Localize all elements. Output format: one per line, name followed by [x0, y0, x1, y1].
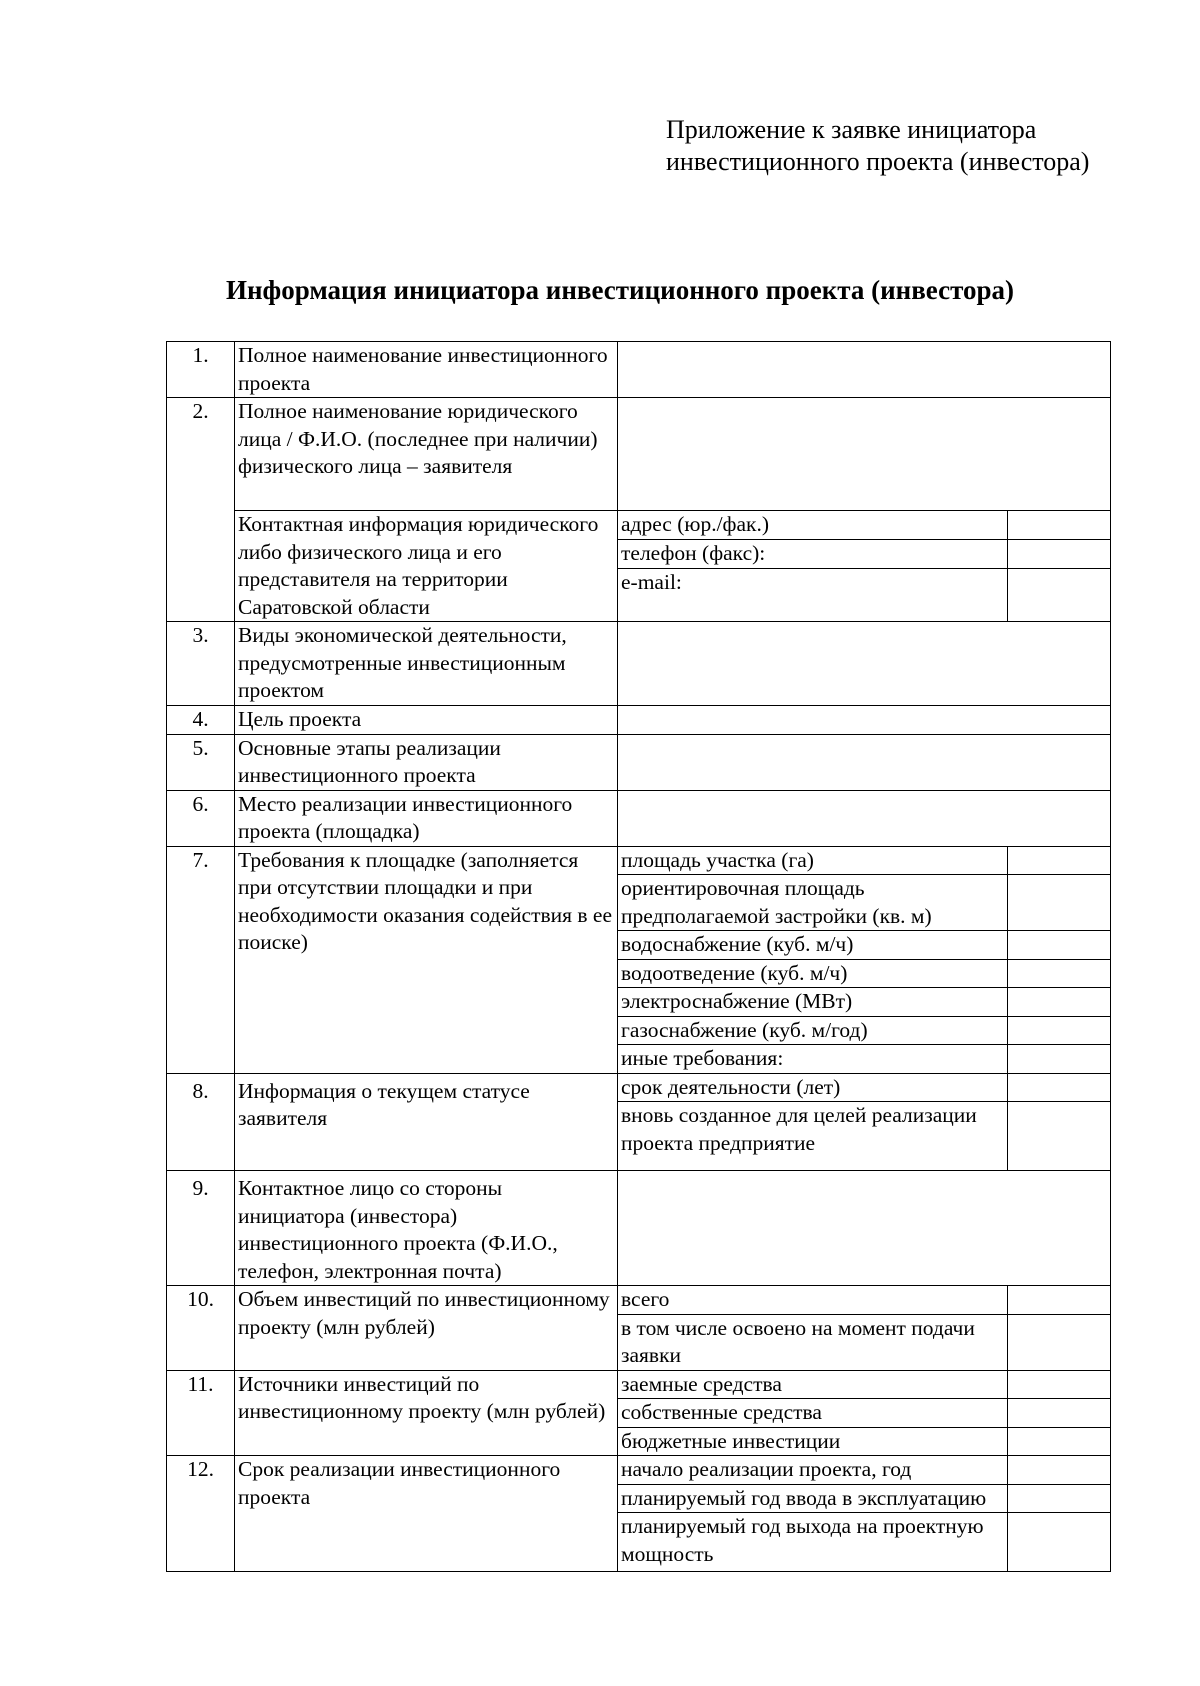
appendix-header-line2: инвестиционного проекта (инвестора) — [666, 147, 1090, 176]
value-cell[interactable] — [1008, 1399, 1111, 1428]
value-cell[interactable] — [1008, 1045, 1111, 1074]
value-cell[interactable] — [1008, 1286, 1111, 1315]
table-row — [167, 1370, 1111, 1399]
row-number: 10. — [167, 1286, 235, 1371]
value-cell[interactable] — [1008, 959, 1111, 988]
table-row — [167, 622, 1111, 706]
value-cell[interactable] — [618, 342, 1111, 398]
value-cell[interactable] — [1008, 1073, 1111, 1102]
table-row — [167, 1171, 1111, 1286]
appendix-header-line1: Приложение к заявке инициатора — [666, 115, 1037, 144]
investor-info-table — [166, 341, 1111, 1572]
sub-label: ориентировочная площадь предполагаемой застройки (кв. м) — [618, 875, 1008, 931]
row-number: 6. — [167, 790, 235, 846]
table-row — [167, 734, 1111, 790]
sub-label: планируемый год выхода на проектную мощность — [618, 1513, 1008, 1572]
value-cell[interactable] — [618, 622, 1111, 706]
value-cell[interactable] — [1008, 1102, 1111, 1171]
value-cell[interactable] — [618, 790, 1111, 846]
value-cell[interactable] — [618, 734, 1111, 790]
value-cell[interactable] — [618, 706, 1111, 735]
row-number: 4. — [167, 706, 235, 735]
value-cell[interactable] — [1008, 931, 1111, 960]
value-cell[interactable] — [1008, 569, 1111, 622]
sub-label: адрес (юр./фак.) — [618, 511, 1008, 540]
row-number: 11. — [167, 1370, 235, 1456]
sub-label: газоснабжение (куб. м/год) — [618, 1016, 1008, 1045]
sub-label: заемные средства — [618, 1370, 1008, 1399]
sub-label: планируемый год ввода в эксплуатацию — [618, 1484, 1008, 1513]
row-label: Контактная информация юридического либо физического лица и его представителя на территории Саратовской области — [235, 511, 618, 622]
row-number: 9. — [167, 1171, 235, 1286]
table-row — [167, 1073, 1111, 1102]
value-cell[interactable] — [1008, 540, 1111, 569]
table-row — [167, 706, 1111, 735]
value-cell[interactable] — [1008, 1370, 1111, 1399]
table-row — [167, 846, 1111, 875]
sub-label: водоотведение (куб. м/ч) — [618, 959, 1008, 988]
row-number: 5. — [167, 734, 235, 790]
row-label: Полное наименование инвестиционного проекта — [235, 342, 618, 398]
row-label: Место реализации инвестиционного проекта (площадка) — [235, 790, 618, 846]
value-cell[interactable] — [1008, 1513, 1111, 1572]
table-row — [167, 1286, 1111, 1315]
row-number: 2. — [167, 398, 235, 622]
row-label: Цель проекта — [235, 706, 618, 735]
row-number: 7. — [167, 846, 235, 1073]
row-label: Источники инвестиций по инвестиционному проекту (млн рублей) — [235, 1370, 618, 1456]
value-cell[interactable] — [1008, 1456, 1111, 1485]
row-label: Контактное лицо со стороны инициатора (инвестора) инвестиционного проекта (Ф.И.О., телефон, электронная почта) — [235, 1171, 618, 1286]
value-cell[interactable] — [1008, 875, 1111, 931]
value-cell[interactable] — [618, 398, 1111, 511]
row-label: Информация о текущем статусе заявителя — [235, 1073, 618, 1171]
sub-label: e-mail: — [618, 569, 1008, 622]
document-title: Информация инициатора инвестиционного проекта (инвестора) — [225, 275, 1014, 305]
sub-label: электроснабжение (МВт) — [618, 988, 1008, 1017]
sub-label: телефон (факс): — [618, 540, 1008, 569]
sub-label: в том числе освоено на момент подачи заявки — [618, 1314, 1008, 1370]
table-row — [167, 398, 1111, 511]
sub-label: площадь участка (га) — [618, 846, 1008, 875]
value-cell[interactable] — [1008, 846, 1111, 875]
sub-label: водоснабжение (куб. м/ч) — [618, 931, 1008, 960]
sub-label: срок деятельности (лет) — [618, 1073, 1008, 1102]
table-row — [167, 511, 1111, 540]
row-label: Основные этапы реализации инвестиционного проекта — [235, 734, 618, 790]
row-label: Полное наименование юридического лица / Ф.И.О. (последнее при наличии) физического лица – заявителя — [235, 398, 618, 511]
sub-label: вновь созданное для целей реализации проекта предприятие — [618, 1102, 1008, 1171]
row-number: 8. — [167, 1073, 235, 1171]
row-label: Объем инвестиций по инвестиционному проекту (млн рублей) — [235, 1286, 618, 1371]
value-cell[interactable] — [1008, 511, 1111, 540]
row-number: 12. — [167, 1456, 235, 1572]
appendix-header — [666, 114, 1089, 178]
sub-label: собственные средства — [618, 1399, 1008, 1428]
value-cell[interactable] — [1008, 1314, 1111, 1370]
value-cell[interactable] — [618, 1171, 1111, 1286]
sub-label: начало реализации проекта, год — [618, 1456, 1008, 1485]
sub-label: бюджетные инвестиции — [618, 1427, 1008, 1456]
value-cell[interactable] — [1008, 1016, 1111, 1045]
row-number: 1. — [167, 342, 235, 398]
table-row — [167, 1456, 1111, 1485]
value-cell[interactable] — [1008, 1427, 1111, 1456]
sub-label: иные требования: — [618, 1045, 1008, 1074]
row-label: Виды экономической деятельности, предусмотренные инвестиционным проектом — [235, 622, 618, 706]
table-row — [167, 342, 1111, 398]
row-label: Требования к площадке (заполняется при отсутствии площадки и при необходимости оказания содействия в ее поиске) — [235, 846, 618, 1073]
value-cell[interactable] — [1008, 1484, 1111, 1513]
value-cell[interactable] — [1008, 988, 1111, 1017]
row-label: Срок реализации инвестиционного проекта — [235, 1456, 618, 1572]
table-row — [167, 790, 1111, 846]
sub-label: всего — [618, 1286, 1008, 1315]
row-number: 3. — [167, 622, 235, 706]
